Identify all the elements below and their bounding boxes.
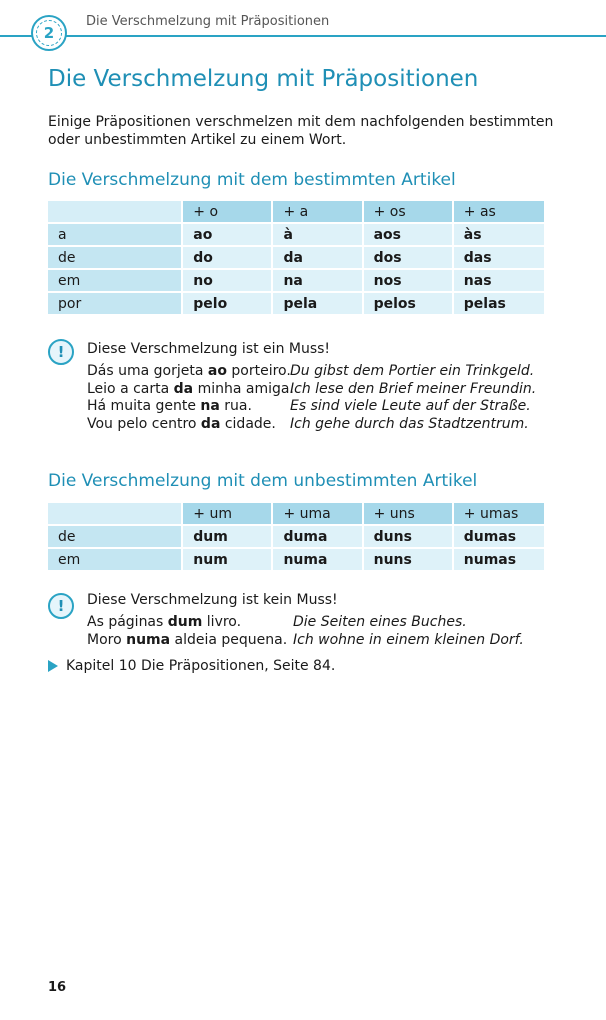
contraction-cell: do <box>183 247 273 270</box>
preposition-cell: a <box>48 224 183 247</box>
preposition-cell: de <box>48 247 183 270</box>
contraction-cell: à <box>273 224 363 247</box>
table-header-row <box>48 503 544 526</box>
example-portuguese: Dás uma gorjeta ao porteiro. <box>87 363 291 379</box>
page-number: 16 <box>48 980 67 995</box>
example-row <box>87 381 536 399</box>
preposition-cell: de <box>48 526 183 549</box>
column-header: + as <box>454 201 544 224</box>
contraction-cell: nos <box>364 270 454 293</box>
example-portuguese: Moro numa aldeia pequena. <box>87 631 288 648</box>
page-title: Die Verschmelzung mit Präpositionen <box>48 66 479 92</box>
column-header: + o <box>183 201 273 224</box>
crossref-text: Kapitel 10 Die Präpositionen, Seite 84. <box>66 658 336 674</box>
table-header-row <box>48 201 544 224</box>
column-header: + umas <box>454 503 544 526</box>
chapter-number: 2 <box>36 20 62 46</box>
exclamation-icon: ! <box>48 339 74 365</box>
definite-examples <box>87 363 536 433</box>
example-row <box>87 614 524 632</box>
exclamation-icon: ! <box>48 593 74 619</box>
running-title: Die Verschmelzung mit Präpositionen <box>86 14 330 29</box>
table-corner-cell <box>48 201 183 224</box>
contraction-cell: pela <box>273 293 363 316</box>
chapter-crossref[interactable] <box>48 658 335 674</box>
contraction-cell: das <box>454 247 544 270</box>
example-portuguese: Há muita gente na rua. <box>87 398 252 414</box>
contraction-cell: duma <box>273 526 363 549</box>
contraction-cell: pelas <box>454 293 544 316</box>
contraction-cell: num <box>183 549 273 572</box>
example-german: Ich lese den Brief meiner Freundin. <box>290 380 537 397</box>
header-rule <box>0 35 606 37</box>
chapter-badge <box>31 15 67 51</box>
definite-note-text: Diese Verschmelzung ist ein Muss! <box>87 341 331 357</box>
contraction-cell: nas <box>454 270 544 293</box>
contraction-cell: duns <box>364 526 454 549</box>
contraction-cell: pelo <box>183 293 273 316</box>
contraction-cell: dos <box>364 247 454 270</box>
indefinite-article-heading: Die Verschmelzung mit dem unbestimmten Artikel <box>48 471 478 491</box>
preposition-cell: em <box>48 549 183 572</box>
example-german: Es sind viele Leute auf der Straße. <box>290 398 531 414</box>
table-row <box>48 270 544 293</box>
example-german: Ich gehe durch das Stadtzentrum. <box>290 415 529 432</box>
indefinite-article-table <box>48 503 544 572</box>
contraction-cell: ao <box>183 224 273 247</box>
contraction-cell: numa <box>273 549 363 572</box>
example-german: Ich wohne in einem kleinen Dorf. <box>293 631 524 648</box>
definite-article-table <box>48 201 544 316</box>
example-portuguese: Leio a carta da minha amiga. <box>87 380 294 397</box>
preposition-cell: em <box>48 270 183 293</box>
contraction-cell: pelos <box>364 293 454 316</box>
contraction-cell: dumas <box>454 526 544 549</box>
contraction-cell: dum <box>183 526 273 549</box>
triangle-arrow-icon <box>48 660 58 672</box>
example-row <box>87 398 536 416</box>
table-row <box>48 526 544 549</box>
column-header: + os <box>364 201 454 224</box>
column-header: + uma <box>273 503 363 526</box>
contraction-cell: numas <box>454 549 544 572</box>
table-row <box>48 549 544 572</box>
contraction-cell: às <box>454 224 544 247</box>
example-row <box>87 632 524 650</box>
example-german: Du gibst dem Portier ein Trinkgeld. <box>290 363 535 379</box>
table-row <box>48 247 544 270</box>
contraction-cell: aos <box>364 224 454 247</box>
example-row <box>87 416 536 434</box>
indefinite-note-text: Diese Verschmelzung ist kein Muss! <box>87 592 338 608</box>
contraction-cell: no <box>183 270 273 293</box>
contraction-cell: da <box>273 247 363 270</box>
example-german: Die Seiten eines Buches. <box>293 614 467 630</box>
column-header: + um <box>183 503 273 526</box>
contraction-cell: nuns <box>364 549 454 572</box>
example-portuguese: As páginas dum livro. <box>87 614 242 630</box>
column-header: + a <box>273 201 363 224</box>
indefinite-examples <box>87 614 524 649</box>
intro-paragraph: Einige Präpositionen verschmelzen mit dem nachfolgenden bestimmten oder unbestimmten Artikel zu einem Wort. <box>48 114 554 148</box>
example-row <box>87 363 536 381</box>
preposition-cell: por <box>48 293 183 316</box>
table-corner-cell <box>48 503 183 526</box>
definite-article-heading: Die Verschmelzung mit dem bestimmten Artikel <box>48 170 456 190</box>
contraction-cell: na <box>273 270 363 293</box>
table-row <box>48 224 544 247</box>
table-row <box>48 293 544 316</box>
example-portuguese: Vou pelo centro da cidade. <box>87 415 276 432</box>
column-header: + uns <box>364 503 454 526</box>
